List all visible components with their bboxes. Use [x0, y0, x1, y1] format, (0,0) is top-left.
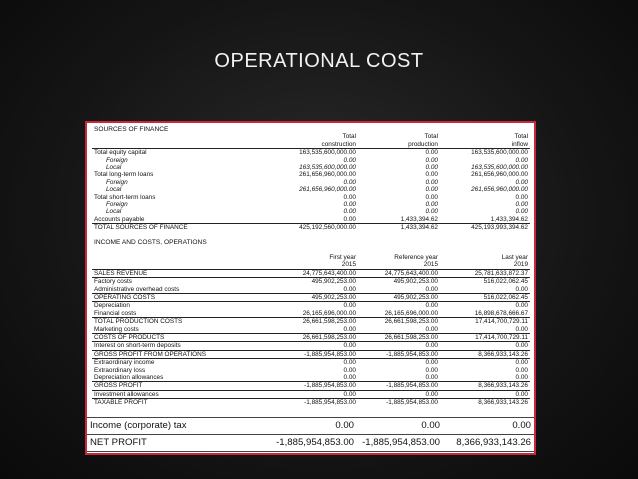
row-value: 0.00 — [515, 178, 528, 186]
row-value: 0.00 — [425, 149, 438, 157]
row-value: 0.00 — [358, 390, 440, 398]
table-row — [92, 149, 530, 157]
row-value: 261,656,960,000.00 — [299, 186, 356, 194]
row-value: 8,366,933,143.26 — [443, 435, 534, 452]
table-row — [92, 342, 530, 350]
row-value: 26,165,696,000.00 — [264, 310, 358, 318]
row-label: GROSS PROFIT FROM OPERATIONS — [92, 350, 264, 358]
table-row — [92, 286, 530, 294]
row-value: 0.00 — [343, 302, 356, 310]
row-value: 0.00 — [264, 374, 358, 382]
table-row — [92, 350, 530, 358]
table-row — [92, 171, 530, 178]
row-value: -1,885,954,853.00 — [386, 399, 438, 407]
income-rows — [92, 269, 530, 406]
col-header: Reference year — [394, 253, 438, 261]
row-label: TAXABLE PROFIT — [94, 399, 148, 407]
row-label: COSTS OF PRODUCTS — [92, 333, 264, 341]
row-value: 0.00 — [425, 164, 438, 172]
col-header: 2015 — [264, 261, 358, 269]
row-label: Accounts payable — [92, 216, 264, 224]
row-value: 0.00 — [440, 342, 530, 350]
row-value: 24,775,643,400.00 — [358, 269, 440, 277]
row-value: 1,433,394.62 — [358, 216, 440, 224]
table-row — [92, 390, 530, 398]
table-row — [92, 269, 530, 277]
row-value: 495,902,253.00 — [264, 293, 358, 301]
row-value: 0.00 — [515, 156, 528, 164]
table-row — [92, 201, 530, 208]
table-row — [87, 418, 534, 435]
row-label: SALES REVENUE — [92, 269, 264, 277]
row-value: 516,022,062.45 — [483, 278, 528, 286]
financial-statement-image — [85, 121, 536, 455]
row-value: 0.00 — [343, 201, 356, 209]
table-row — [92, 164, 530, 171]
row-label: Foreign — [106, 156, 128, 164]
table-row — [92, 333, 530, 341]
row-label: Extraordinary loss — [94, 366, 146, 374]
table-row — [92, 293, 530, 301]
row-value: 0.00 — [264, 286, 358, 294]
col-header: Total — [342, 133, 356, 141]
row-value: 0.00 — [425, 156, 438, 164]
row-value: 1,433,394.62 — [440, 216, 530, 224]
row-value: -1,885,954,853.00 — [358, 350, 440, 358]
row-value: -1,885,954,853.00 — [264, 382, 358, 390]
row-label: Total short-term loans — [94, 193, 156, 201]
row-value: 1,433,394.62 — [400, 224, 438, 232]
row-value: 0.00 — [425, 186, 438, 194]
row-value: 163,535,600,000.00 — [299, 164, 356, 172]
row-label: Local — [106, 208, 122, 216]
table-row — [92, 374, 530, 382]
table-row — [92, 359, 530, 367]
row-label: TOTAL SOURCES OF FINANCE — [94, 224, 188, 232]
row-value: 0.00 — [425, 366, 438, 374]
table-row — [92, 216, 530, 224]
row-value: 0.00 — [440, 390, 530, 398]
row-value: 0.00 — [358, 342, 440, 350]
row-value: 0.00 — [425, 359, 438, 367]
row-value: 8,366,933,143.26 — [440, 350, 530, 358]
row-value: -1,885,954,853.00 — [263, 435, 357, 452]
row-value: 163,535,600,000.00 — [471, 149, 528, 157]
col-header: inflow — [440, 141, 530, 149]
row-value: 0.00 — [343, 366, 356, 374]
row-value: 0.00 — [358, 326, 440, 334]
row-value: 0.00 — [343, 193, 356, 201]
row-label: Depreciation allowances — [92, 374, 264, 382]
row-value: 26,661,598,253.00 — [358, 333, 440, 341]
row-value: 25,781,633,872.37 — [440, 269, 530, 277]
row-value: 17,414,700,729.11 — [475, 318, 528, 326]
row-value: 261,656,960,000.00 — [299, 171, 356, 179]
table-row — [92, 208, 530, 215]
row-value: 0.00 — [443, 418, 534, 435]
row-value: 26,661,598,253.00 — [302, 318, 356, 326]
row-value: 8,366,933,143.26 — [440, 382, 530, 390]
row-value: 24,775,643,400.00 — [264, 269, 358, 277]
table-row — [92, 326, 530, 334]
row-value: 26,661,598,253.00 — [384, 318, 438, 326]
row-value: 26,165,696,000.00 — [358, 310, 440, 318]
row-value: 0.00 — [515, 302, 528, 310]
row-value: 425,192,560,000.00 — [299, 224, 356, 232]
row-label: OPERATING COSTS — [92, 293, 264, 301]
table-row — [92, 278, 530, 286]
row-value: 0.00 — [264, 342, 358, 350]
row-label: GROSS PROFIT — [92, 382, 264, 390]
slide-title: OPERATIONAL COST — [214, 50, 424, 72]
row-value: 0.00 — [264, 390, 358, 398]
finance-rows — [92, 149, 530, 232]
row-value: 0.00 — [264, 326, 358, 334]
row-value: 163,535,600,000.00 — [299, 149, 356, 157]
table-row — [92, 179, 530, 186]
table-row — [92, 318, 530, 326]
row-label: Administrative overhead costs — [92, 286, 264, 294]
row-value: 495,902,253.00 — [311, 278, 356, 286]
section-heading: INCOME AND COSTS, OPERATIONS — [94, 239, 207, 247]
row-value: 0.00 — [343, 359, 356, 367]
row-value: 0.00 — [263, 418, 357, 435]
row-value: 163,535,600,000.00 — [471, 164, 528, 172]
row-value: 0.00 — [357, 418, 443, 435]
row-label: Foreign — [106, 178, 128, 186]
row-value: 425,193,993,394.62 — [471, 224, 528, 232]
col-header: construction — [264, 141, 358, 149]
row-label: Income (corporate) tax — [87, 418, 263, 435]
row-value: 26,661,598,253.00 — [264, 333, 358, 341]
row-label: NET PROFIT — [87, 435, 263, 452]
table-row — [92, 194, 530, 201]
section-heading: SOURCES OF FINANCE — [94, 126, 169, 133]
row-value: 0.00 — [343, 208, 356, 216]
row-value: 0.00 — [440, 374, 530, 382]
row-label: Total equity capital — [94, 149, 147, 157]
row-value: 0.00 — [264, 216, 358, 224]
row-value: 0.00 — [515, 208, 528, 216]
row-label: Depreciation — [94, 302, 130, 310]
financial-table — [92, 126, 530, 407]
row-label: Extraordinary income — [94, 359, 155, 367]
row-value: 0.00 — [515, 366, 528, 374]
row-value: 0.00 — [425, 201, 438, 209]
col-header: 2015 — [358, 261, 440, 269]
col-header: First year — [329, 253, 356, 261]
row-value: 261,656,960,000.00 — [471, 171, 528, 179]
table-row — [92, 399, 530, 407]
row-value: 8,366,933,143.26 — [478, 399, 528, 407]
row-value: 0.00 — [358, 286, 440, 294]
row-label: Factory costs — [94, 278, 132, 286]
row-label: Investment allowances — [92, 390, 264, 398]
row-value: 516,022,062.45 — [440, 293, 530, 301]
table-row — [92, 224, 530, 232]
table-row — [92, 157, 530, 164]
row-label: Foreign — [106, 201, 128, 209]
row-value: -1,885,954,853.00 — [264, 350, 358, 358]
table-row — [92, 302, 530, 310]
row-label: Total long-term loans — [94, 171, 154, 179]
row-label: Interest on short-term deposits — [92, 342, 264, 350]
net-profit-table — [87, 417, 534, 452]
row-value: -1,885,954,853.00 — [357, 435, 443, 452]
table-row — [92, 382, 530, 390]
row-value: -1,885,954,853.00 — [358, 382, 440, 390]
col-header: Last year — [501, 253, 528, 261]
row-value: 0.00 — [425, 302, 438, 310]
row-value: 0.00 — [440, 326, 530, 334]
row-value: 0.00 — [515, 201, 528, 209]
row-value: 0.00 — [343, 178, 356, 186]
row-value: 16,898,678,666.67 — [440, 310, 530, 318]
table-row — [92, 186, 530, 193]
row-value: 495,902,253.00 — [393, 278, 438, 286]
row-value: 0.00 — [425, 171, 438, 179]
row-value: 261,656,960,000.00 — [471, 186, 528, 194]
row-value: 495,902,253.00 — [358, 293, 440, 301]
row-value: 0.00 — [343, 156, 356, 164]
col-header: Total — [424, 133, 438, 141]
table-row — [92, 310, 530, 318]
row-label: Local — [106, 186, 122, 194]
row-value: 0.00 — [440, 286, 530, 294]
row-label: Financial costs — [92, 310, 264, 318]
row-label: Local — [106, 164, 122, 172]
col-header: production — [358, 141, 440, 149]
col-header: Total — [514, 133, 528, 141]
row-value: 0.00 — [425, 208, 438, 216]
table-row — [92, 367, 530, 374]
col-header: 2019 — [440, 261, 530, 269]
row-value: 0.00 — [358, 374, 440, 382]
table-row — [87, 435, 534, 452]
row-value: 0.00 — [425, 178, 438, 186]
row-label: TOTAL PRODUCTION COSTS — [94, 318, 183, 326]
row-value: -1,885,954,853.00 — [304, 399, 356, 407]
row-value: 0.00 — [515, 193, 528, 201]
row-label: Marketing costs — [92, 326, 264, 334]
row-value: 0.00 — [425, 193, 438, 201]
row-value: 0.00 — [515, 359, 528, 367]
row-value: 17,414,700,729.11 — [440, 333, 530, 341]
